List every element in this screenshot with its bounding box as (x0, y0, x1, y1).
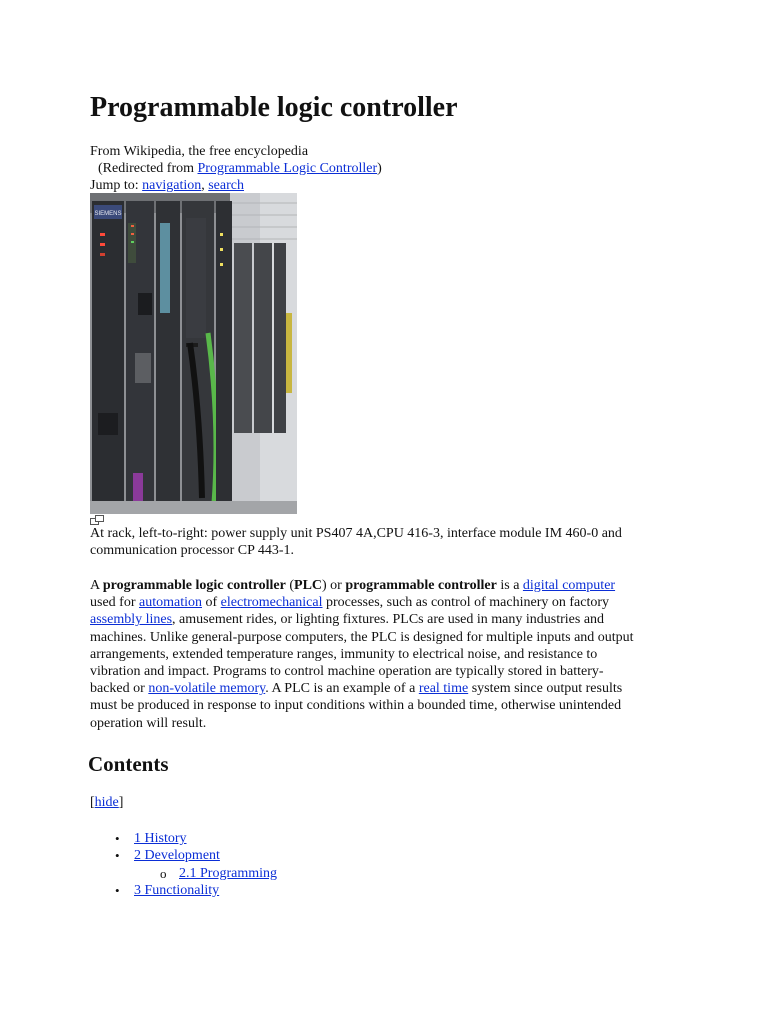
automation-link[interactable]: automation (139, 595, 202, 611)
contents-heading: Contents (88, 752, 169, 776)
real-time-link[interactable]: real time (418, 681, 469, 697)
jump-navigation-link[interactable]: navigation (142, 178, 202, 193)
image-caption-line-1: At rack, left-to-right: power supply unit PS407 4A,CPU 416-3, interface module IM 460-0 and (90, 526, 622, 541)
assembly-lines-link[interactable]: assembly lines (90, 612, 173, 628)
plc-rack-photo[interactable] (90, 193, 297, 514)
jump-search-link[interactable]: search (208, 178, 244, 193)
toc-link-history[interactable]: 1 History (134, 831, 187, 846)
page-title: Programmable logic controller (90, 92, 458, 123)
siemens-logo: SIEMENS (94, 211, 122, 217)
electromechanical-link[interactable]: electromechanical (220, 595, 323, 611)
redirect-note: (Redirected from Programmable Logic Controller) (98, 161, 382, 176)
toc-item-functionality: • 3 Functionality (115, 883, 220, 898)
toc-item-history: • 1 History (115, 831, 187, 846)
toc-hide-link[interactable]: hide (94, 795, 119, 810)
redirect-link[interactable]: Programmable Logic Controller (197, 161, 378, 176)
toc-link-programming[interactable]: 2.1 Programming (179, 866, 277, 881)
image-caption-line-2: communication processor CP 443-1. (90, 543, 295, 558)
enlarge-icon[interactable] (90, 515, 104, 525)
digital-computer-link[interactable]: digital computer (522, 578, 616, 593)
toc-item-programming: o 2.1 Programming (160, 866, 277, 881)
jump-links: Jump to: navigation, search (90, 178, 244, 193)
toc-link-functionality[interactable]: 3 Functionality (134, 883, 220, 898)
toc-toggle: [hide] (90, 795, 124, 810)
non-volatile-memory-link[interactable]: non-volatile memory (148, 681, 266, 697)
site-subtitle: From Wikipedia, the free encyclopedia (90, 144, 309, 159)
toc-item-development: • 2 Development (115, 848, 220, 863)
intro-paragraph: A programmable logic controller (PLC) or programmable controller is a digital computer used for automation of electromechanical processes, such as control of machinery on factory assembly lines, amusement rides, or lighting fixtures. PLCs are used in many industries and machines. Unlike general-purpose computers, the PLC is designed for multiple inputs and output arrangements, extended temperature ranges, immunity to electrical noise, and resistance to vibration and impact. Programs to control machine operation are typically stored in battery- backed or non-volatile memory. A PLC is an example of a real time system since output results must be produced in response to input conditions within a bounded time, otherwise unintended operation will result. (90, 578, 634, 731)
toc-link-development[interactable]: 2 Development (134, 848, 220, 863)
